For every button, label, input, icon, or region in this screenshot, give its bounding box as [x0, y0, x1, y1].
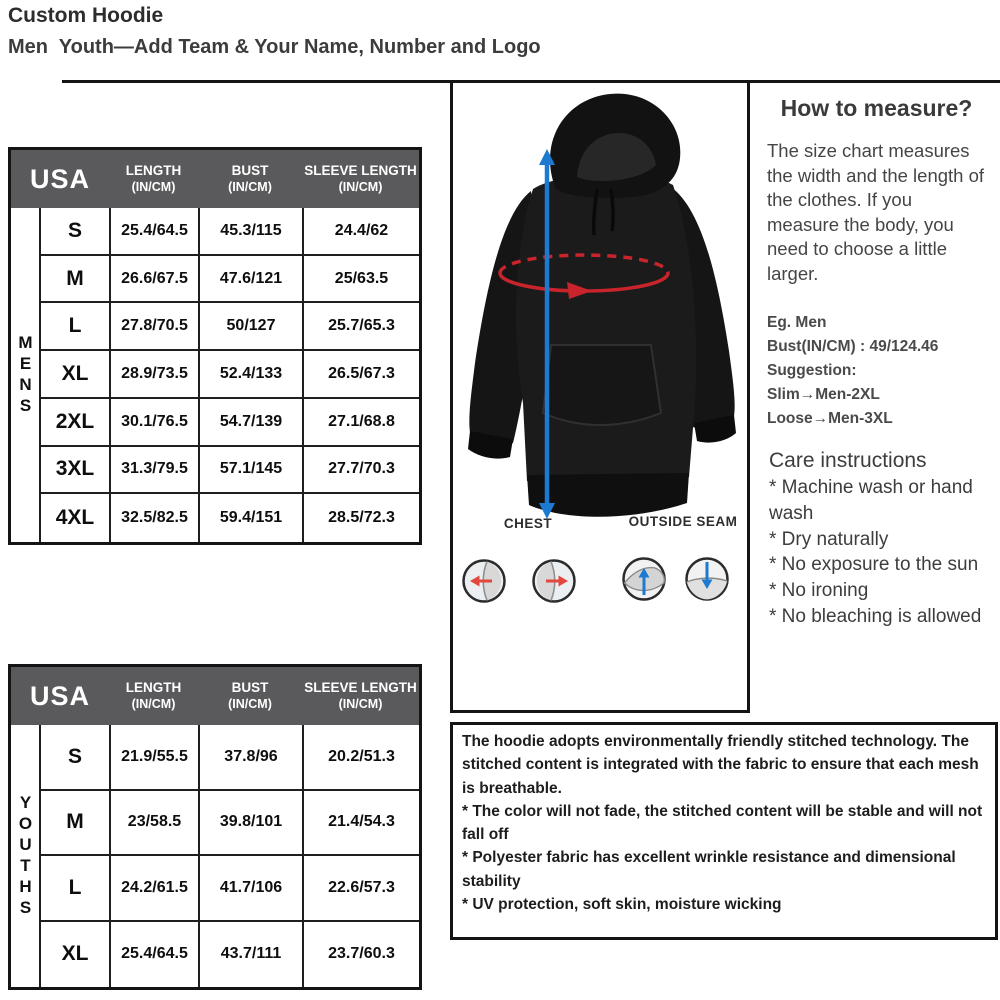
column-label: SLEEVE LENGTH: [304, 163, 417, 179]
mens-header-usa: USA: [11, 150, 109, 208]
length-cell: 25.4/64.5: [109, 922, 198, 988]
sleeve-cell: 21.4/54.3: [302, 791, 419, 857]
bust-cell: 57.1/145: [198, 447, 302, 495]
bust-cell: 52.4/133: [198, 351, 302, 399]
length-cell: 32.5/82.5: [109, 494, 198, 542]
chest-width-left-arrow-icon: [461, 558, 507, 604]
length-cell: 26.6/67.5: [109, 256, 198, 304]
example-line: Eg. Men: [767, 314, 827, 331]
care-instructions-block: [769, 449, 997, 630]
size-cell: M: [41, 256, 109, 304]
bust-cell: 50/127: [198, 303, 302, 351]
column-unit: (IN/CM): [338, 179, 383, 194]
youths-header-bust: [198, 667, 302, 725]
size-cell: S: [41, 208, 109, 256]
column-unit: (IN/CM): [228, 179, 272, 194]
column-label: LENGTH: [125, 680, 182, 696]
description-line: * Polyester fabric has excellent wrinkle resistance and dimensional stability: [462, 849, 956, 890]
outside-seam-label: OUTSIDE SEAM: [628, 514, 738, 529]
length-cell: 25.4/64.5: [109, 208, 198, 256]
care-item: * No ironing: [769, 580, 869, 602]
length-cell: 21.9/55.5: [109, 725, 198, 791]
sleeve-cell: 25.7/65.3: [302, 303, 419, 351]
sleeve-cell: 20.2/51.3: [302, 725, 419, 791]
how-to-measure-body: The size chart measures the width and the length of the clothes. If you measure the body, you need to choose a little larger.: [767, 140, 985, 284]
length-cell: 27.8/70.5: [109, 303, 198, 351]
length-cell: 30.1/76.5: [109, 399, 198, 447]
size-cell: 2XL: [41, 399, 109, 447]
how-to-measure-panel: [753, 83, 1000, 714]
care-instructions-heading: Care instructions: [769, 449, 927, 472]
sleeve-cell: 25/63.5: [302, 256, 419, 304]
example-line: Loose→Men-3XL: [767, 410, 893, 428]
column-label: BUST: [231, 680, 269, 696]
mens-header-sleeve: [302, 150, 419, 208]
youths-size-table: [8, 664, 422, 990]
sleeve-cell: 26.5/67.3: [302, 351, 419, 399]
product-title: Custom Hoodie: [8, 4, 164, 27]
description-line: * UV protection, soft skin, moisture wicking: [462, 895, 782, 913]
length-cell: 24.2/61.5: [109, 856, 198, 922]
care-item: * Machine wash or hand wash: [769, 477, 973, 524]
column-unit: (IN/CM): [228, 696, 272, 711]
chest-label: CHEST: [503, 516, 553, 531]
sleeve-cell: 27.1/68.8: [302, 399, 419, 447]
mens-header-bust: [198, 150, 302, 208]
outside-seam-up-arrow-icon: [621, 556, 667, 602]
size-cell: M: [41, 791, 109, 857]
youths-header-sleeve: [302, 667, 419, 725]
column-label: BUST: [231, 163, 269, 179]
sleeve-cell: 24.4/62: [302, 208, 419, 256]
youths-side-label: YOUTHS: [11, 725, 41, 987]
hoodie-product-image: [451, 83, 751, 583]
sleeve-cell: 27.7/70.3: [302, 447, 419, 495]
bust-cell: 54.7/139: [198, 399, 302, 447]
chest-width-right-arrow-icon: [531, 558, 577, 604]
column-unit: (IN/CM): [131, 696, 176, 711]
example-line: Slim→Men-2XL: [767, 386, 880, 404]
care-item: * Dry naturally: [769, 528, 889, 550]
bust-cell: 47.6/121: [198, 256, 302, 304]
length-cell: 28.9/73.5: [109, 351, 198, 399]
example-line: Bust(IN/CM) : 49/124.46: [767, 338, 939, 356]
bust-cell: 59.4/151: [198, 494, 302, 542]
hoodie-measure-panel: [450, 83, 750, 713]
column-unit: (IN/CM): [338, 696, 383, 711]
bust-cell: 37.8/96: [198, 725, 302, 791]
product-description-box: [450, 722, 998, 940]
length-cell: 31.3/79.5: [109, 447, 198, 495]
column-label: LENGTH: [125, 163, 182, 179]
size-cell: XL: [41, 351, 109, 399]
size-cell: S: [41, 725, 109, 791]
size-cell: L: [41, 856, 109, 922]
mens-header-length: [109, 150, 198, 208]
sleeve-cell: 28.5/72.3: [302, 494, 419, 542]
product-subtitle: Men Youth—Add Team & Your Name, Number and Logo: [8, 36, 541, 58]
description-line: * The color will not fade, the stitched content will be stable and will not fall off: [462, 802, 983, 843]
size-cell: 4XL: [55, 506, 95, 530]
length-cell: 23/58.5: [109, 791, 198, 857]
column-label: SLEEVE LENGTH: [304, 680, 417, 696]
column-unit: (IN/CM): [131, 179, 176, 194]
description-line: The hoodie adopts environmentally friendly stitched technology. The stitched content is integrated with the fabric to ensure that each mesh is breathable.: [462, 733, 979, 797]
outside-seam-down-arrow-icon: [684, 556, 730, 602]
bust-cell: 45.3/115: [198, 208, 302, 256]
youths-header-usa: USA: [11, 667, 109, 725]
youths-header-length: [109, 667, 198, 725]
how-to-measure-heading: How to measure?: [780, 95, 973, 121]
size-cell: L: [41, 303, 109, 351]
bust-cell: 39.8/101: [198, 791, 302, 857]
sleeve-cell: 23.7/60.3: [302, 922, 419, 988]
size-cell: XL: [61, 942, 89, 966]
example-block: [767, 311, 993, 431]
size-cell: 3XL: [41, 447, 109, 495]
sleeve-cell: 22.6/57.3: [302, 856, 419, 922]
care-item: * No bleaching is allowed: [769, 606, 982, 628]
mens-side-label: MENS: [11, 208, 41, 542]
care-item: * No exposure to the sun: [769, 554, 979, 576]
bust-cell: 41.7/106: [198, 856, 302, 922]
example-line: Suggestion:: [767, 362, 857, 380]
mens-size-table: [8, 147, 422, 545]
bust-cell: 43.7/111: [198, 922, 302, 988]
